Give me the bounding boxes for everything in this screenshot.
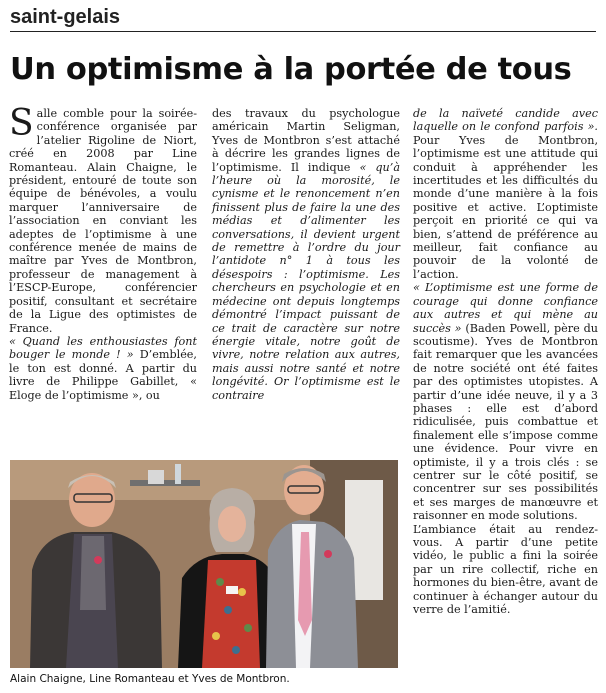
inline-quote: « Quand les enthousiastes font bouger le monde ! »	[9, 334, 197, 362]
article-column-1	[9, 103, 197, 402]
paragraph-intro-text: alle comble pour la soirée-conférence organisée par l’atelier Rigoline de Niort, créé en 2008 par Line Romanteau. Alain Chaigne, le président, entouré de toute son équipe de bénévoles, a voulu marquer l’anniversaire de l’association en conviant les adeptes de l’optimisme à une conférence menée de mains de maître par Yves de Montbron, professeur de management à l’ESCP-Europe, conférencier positif, consultant et secrétaire de la Ligue des optimistes de France.	[9, 107, 197, 335]
paragraph-text: des travaux du psychologue américain Martin Seligman, Yves de Montbron s’est attaché à décrire les grandes lignes de l’optimisme. Il indique	[212, 107, 400, 174]
paragraph-seligman	[212, 107, 400, 402]
paragraph-text: L’ambiance était au rendez-vous. A partir d’une petite vidéo, le public a fini la soirée par un rire collectif, riche en hormones du bien-être, avant de continuer à échanger autour du verre de l’amitié.	[413, 522, 598, 617]
paragraph-intro	[9, 103, 197, 335]
inline-quote: « L’optimisme est une forme de courage qui donne confiance aux autres et qui mène au succès »	[413, 281, 598, 335]
photo-caption: Alain Chaigne, Line Romanteau et Yves de Montbron.	[10, 673, 290, 685]
photo-illustration	[10, 460, 398, 668]
paragraph-quote	[9, 335, 197, 402]
paragraph-text: D’emblée, le ton est donné. A partir du livre de Philippe Gabillet, « Eloge de l’optimisme », ou	[9, 348, 197, 402]
article-headline: Un optimisme à la portée de tous	[10, 52, 572, 87]
article-column-3	[413, 107, 598, 616]
event-photo	[10, 460, 398, 668]
paragraph-naivete	[413, 107, 598, 281]
inline-quote: « qu’à l’heure où la morosité, le cynisme et le renoncement n’en finissent plus de faire la une des médias et d’alimenter les conversations, il devient urgent de remettre à l’ordre du jour l’antidote n° 1 à tous les désespoirs : l’optimisme. Les chercheurs en psychologie et en médecine ont depuis longtemps démontré l’impact puissant de ce trait de caractère sur notre énergie vitale, notre goût de vivre, notre relation aux autres, mais aussi notre santé et notre longévité. Or l’optimisme est le contraire	[212, 160, 400, 402]
drop-cap: S	[9, 103, 34, 144]
paragraph-text: Pour Yves de Montbron, l’optimisme est une attitude qui conduit à appréhender les incertitudes et les difficultés du monde d’une manière à la fois positive et active. L’optimiste perçoit en priorité ce qui va bien, s’attend de préférence au meilleur, fait confiance au pouvoir de la volonté de l’action.	[413, 133, 598, 281]
paragraph-courage	[413, 281, 598, 522]
article-column-2	[212, 107, 400, 402]
paragraph-text: (Baden Powell, père du scoutisme). Yves de Montbron fait remarquer que les avancées de notre société ont été faites par des optimistes utopistes. A partir d’une idée neuve, il y a 3 phases : elle est d’abord ridiculisée, puis combattue et finalement elle s’impose comme une évidence. Pour vivre en optimiste, il y a trois clés : se centrer sur le côté positif, se concentrer sur ses possibilités et ses marges de manœuvre et raisonner en mode solutions.	[413, 321, 598, 523]
section-rubric: saint-gelais	[10, 5, 596, 32]
paragraph-ambiance	[413, 523, 598, 617]
inline-quote: de la naïveté candide avec laquelle on le confond parfois ».	[413, 107, 598, 134]
